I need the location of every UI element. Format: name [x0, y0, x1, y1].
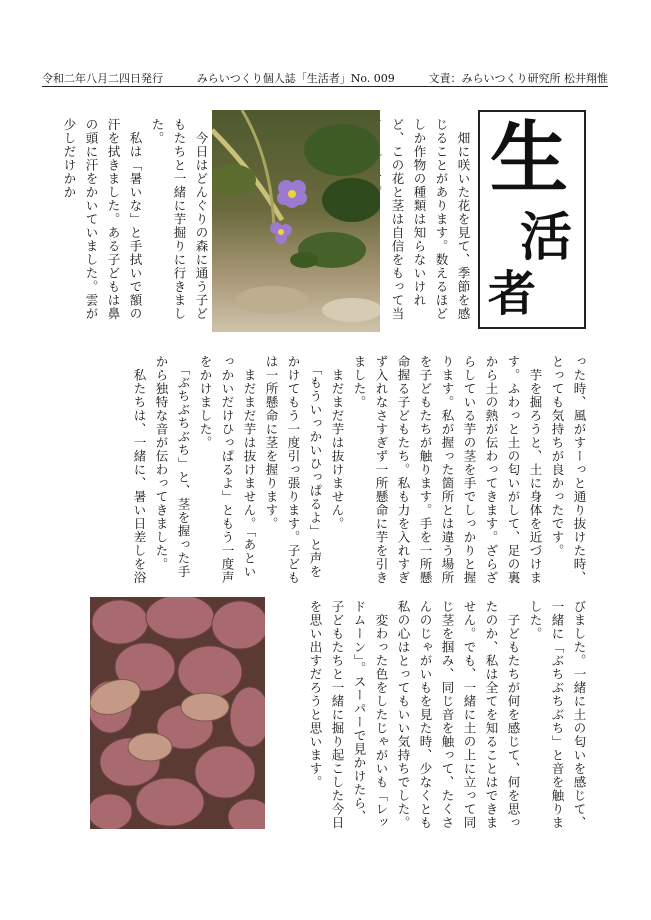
issue-date: 令和二年八月二四日発行 [42, 72, 163, 85]
article-column-4: びました。一緒に土の匂いを感じて、一緒に「ぶちぶちぶち」と音を触りました。 子どもたちが何を感じて、何を思ったのか、私は全てを知ることはできません。でも、一緒に土の上に立って同じ茎を掴み、同じ音を触って、たくさんのじゃがいもを見た時、少なくとも私の心はとってもいい気持ちでした。 変わった色をしたじゃがいも「レッドムーン」。スーパーで見かけたら、子どもたちと一緒に掘り起こした今日を思い出すだろうと思います。 [308, 600, 587, 830]
article-column-intro: 畑に咲いた花を見て、季節を感じることがあります。数えるほどしか作物の種類は知らないけれど、この花と茎は自信をもって当 [390, 118, 471, 321]
masthead-title [478, 110, 586, 329]
article-column-3: った時、風がすーっと通り抜けた時、とっても気持ちが良かったです。 芋を掘ろうと、土に身体を近づけます。ふわっと土の匂いがして、足の裏から土の熱が伝わってきます。ざらざらしている芋の茎を手でしっかりと握ります。私が握った箇所とは違う場所を子どもたちが触ります。手を一所懸命握る子どもたち。私も力を入れすぎず入れなさすぎず一所懸命に芋を引きました。 まだまだ芋は抜けません。 「もういっかいひっぱるよ」と声をかけてもう一度引っ張ります。子どもは一所懸命に茎を握ります。 まだまだ芋は抜けません。「あといっかいだけひっぱるよ」ともう一度声をかけました。 「ぶちぶちぶち」と、茎を握った手から独特な音が伝わってきました。 私たちは、一緒に、暑い日差しを浴 [132, 355, 587, 585]
title-char-3: 者 [488, 266, 537, 322]
page-header [42, 70, 608, 84]
header-rule [42, 86, 608, 87]
title-char-1: 生 [490, 113, 569, 204]
red-potatoes-photo [90, 597, 265, 829]
title-char-2: 活 [520, 207, 573, 268]
potato-flower-photo [212, 110, 380, 332]
article-column-2: 今日はどんぐりの森に通う子どもたちと一緒に芋掘りに行きました。 私は「暑いな」と手拭いで額の汗を拭きました。ある子どもは鼻の頭に汗をかいていました。雲が少しだけかか [62, 118, 209, 321]
author-credit: 文責：みらいつくり研究所 松井翔惟 [428, 72, 608, 85]
publication-title: みらいつくり個人誌「生活者」No. 009 [196, 72, 395, 85]
